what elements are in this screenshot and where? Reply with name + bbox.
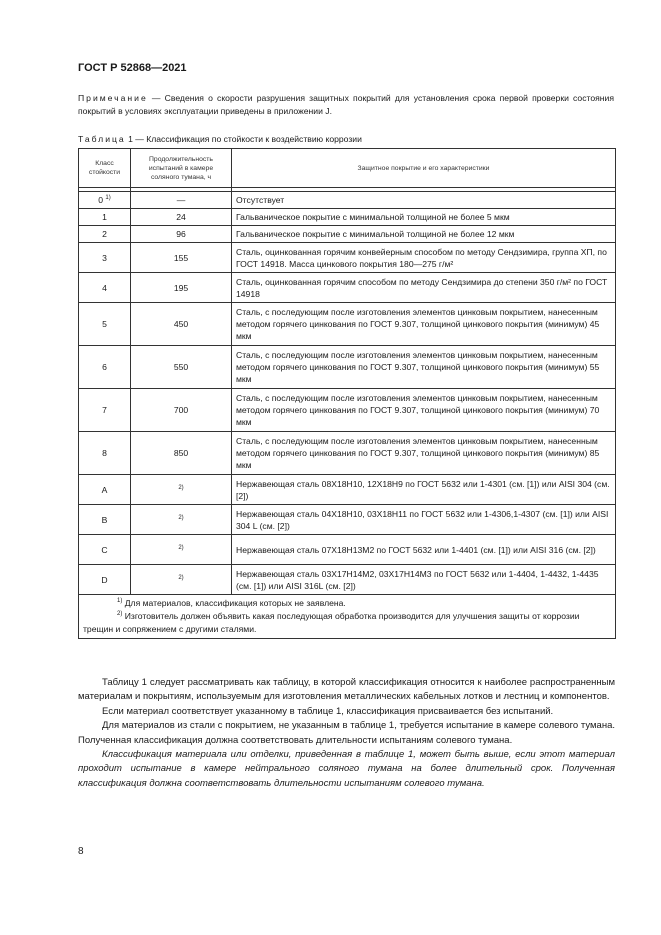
table-caption-label: Таблица bbox=[78, 134, 126, 144]
coating-cell: Сталь, с последующим после изготовления элементов цинковым покрытием, нанесенным методом горячего цинкования по ГОСТ 9.307, толщиной цинкового покрытия (минимум) 55 мкм bbox=[232, 346, 616, 389]
table-row bbox=[79, 243, 616, 273]
class-cell: A bbox=[79, 475, 131, 505]
table-row bbox=[79, 273, 616, 303]
duration-cell: 700 bbox=[131, 389, 232, 432]
header-duration: Продолжительность испытаний в камере соляного тумана, ч bbox=[131, 149, 232, 188]
class-cell: C bbox=[79, 535, 131, 565]
class-cell: D bbox=[79, 565, 131, 595]
duration-cell: 96 bbox=[131, 226, 232, 243]
class-cell: 6 bbox=[79, 346, 131, 389]
duration-cell: 2) bbox=[131, 475, 232, 505]
header-coating: Защитное покрытие и его характеристики bbox=[232, 149, 616, 188]
table-row bbox=[79, 346, 616, 389]
duration-cell: 195 bbox=[131, 273, 232, 303]
class-cell: 7 bbox=[79, 389, 131, 432]
duration-cell: 2) bbox=[131, 505, 232, 535]
table-footnotes bbox=[79, 595, 616, 639]
duration-cell: — bbox=[131, 192, 232, 209]
coating-cell: Сталь, оцинкованная горячим конвейерным способом по методу Сендзимира, группа ХП, по ГОСТ 14918. Масса цинкового покрытия 180—275 г/м² bbox=[232, 243, 616, 273]
class-cell: 5 bbox=[79, 303, 131, 346]
header-class: Класс стойкости bbox=[79, 149, 131, 188]
table-caption bbox=[78, 134, 362, 144]
page-header: ГОСТ Р 52868—2021 bbox=[78, 62, 187, 74]
class-cell: 2 bbox=[79, 226, 131, 243]
coating-cell: Нержавеющая сталь 04Х18Н10, 03Х18Н11 по ГОСТ 5632 или 1-4306,1-4307 (см. [1]) или AISI 304 L (см. [2]) bbox=[232, 505, 616, 535]
table-row bbox=[79, 432, 616, 475]
table-row bbox=[79, 226, 616, 243]
coating-cell: Сталь, с последующим после изготовления элементов цинковым покрытием, нанесенным методом горячего цинкования по ГОСТ 9.307, толщиной цинкового покрытия (минимум) 70 мкм bbox=[232, 389, 616, 432]
note-label: Примечание bbox=[78, 93, 148, 103]
coating-cell: Нержавеющая сталь 08Х18Н10, 12Х18Н9 по ГОСТ 5632 или 1-4301 (см. [1]) или AISI 304 (см. [2]) bbox=[232, 475, 616, 505]
duration-cell: 2) bbox=[131, 565, 232, 595]
body-paragraph: Для материалов из стали с покрытием, не указанным в таблице 1, требуется испытание в камере солевого тумана. Полученная классификация должна соответствовать длительности испытаниям солевого тумана. bbox=[78, 720, 615, 746]
footnotes-cell bbox=[79, 595, 616, 639]
coating-cell: Сталь, оцинкованная горячим способом по методу Сендзимира до степени 350 г/м² по ГОСТ 14918 bbox=[232, 273, 616, 303]
coating-cell: Сталь, с последующим после изготовления элементов цинковым покрытием, нанесенным методом горячего цинкования по ГОСТ 9.307, толщиной цинкового покрытия (минимум) 85 мкм bbox=[232, 432, 616, 475]
table-row bbox=[79, 535, 616, 565]
coating-cell: Нержавеющая сталь 07Х18Н13М2 по ГОСТ 5632 или 1-4401 (см. [1]) или AISI 316 (см. [2]) bbox=[232, 535, 616, 565]
coating-cell: Отсутствует bbox=[232, 192, 616, 209]
duration-cell: 550 bbox=[131, 346, 232, 389]
body-paragraph: Если материал соответствует указанному в таблице 1, классификация присваивается без испытаний. bbox=[102, 705, 554, 717]
table-row bbox=[79, 475, 616, 505]
table-row bbox=[79, 565, 616, 595]
duration-cell: 155 bbox=[131, 243, 232, 273]
note bbox=[78, 92, 614, 118]
coating-cell: Сталь, с последующим после изготовления элементов цинковым покрытием, нанесенным методом горячего цинкования по ГОСТ 9.307, толщиной цинкового покрытия (минимум) 45 мкм bbox=[232, 303, 616, 346]
page-number: 8 bbox=[78, 846, 84, 857]
footnote: $^{2)}$ Изготовитель должен объявить какая последующая обработка производится для улучшения защиты от коррозии трещин и сопряжением с другими сталями. bbox=[83, 611, 580, 634]
table-row bbox=[79, 389, 616, 432]
table-body bbox=[79, 192, 616, 595]
class-cell: 8 bbox=[79, 432, 131, 475]
class-cell: B bbox=[79, 505, 131, 535]
coating-cell: Гальваническое покрытие с минимальной толщиной не более 12 мкм bbox=[232, 226, 616, 243]
body-paragraph: Таблицу 1 следует рассматривать как таблицу, в которой классификация относится к наиболее распространенным материалам и покрытиям, используемым для изготовления металлических кабельных лотков и лестниц и компонентов. bbox=[78, 677, 615, 703]
duration-cell: 24 bbox=[131, 209, 232, 226]
duration-cell: 450 bbox=[131, 303, 232, 346]
class-cell: 3 bbox=[79, 243, 131, 273]
class-cell: 4 bbox=[79, 273, 131, 303]
corrosion-class-table bbox=[78, 148, 616, 639]
duration-cell: 850 bbox=[131, 432, 232, 475]
table-caption-text: 1 — Классификация по стойкости к воздействию коррозии bbox=[125, 134, 362, 144]
duration-cell: 2) bbox=[131, 535, 232, 565]
body-text bbox=[78, 676, 615, 791]
coating-cell: Гальваническое покрытие с минимальной толщиной не более 5 мкм bbox=[232, 209, 616, 226]
table-row bbox=[79, 209, 616, 226]
table-row bbox=[79, 303, 616, 346]
table-row bbox=[79, 505, 616, 535]
class-cell: 0 $^{1)}$ bbox=[79, 192, 131, 209]
table-row bbox=[79, 192, 616, 209]
note-text: — Сведения о скорости разрушения защитных покрытий для установления срока первой проверки состояния покрытий в условиях эксплуатации приведены в приложении J. bbox=[78, 93, 614, 116]
footnote: $^{1)}$ Для материалов, классификация которых не заявлена. bbox=[117, 598, 346, 608]
coating-cell: Нержавеющая сталь 03Х17Н14М2, 03Х17Н14М3 по ГОСТ 5632 или 1-4404, 1-4432, 1-4435 (см. [1]) или AISI 316L (см. [2]) bbox=[232, 565, 616, 595]
body-paragraph: Классификация материала или отделки, приведенная в таблице 1, может быть выше, если этот материал проходит испытание в камере нейтрального соляного тумана на более длительный срок. Полученная классификация должна соответствовать длительности испытаниям солевого тумана. bbox=[78, 749, 615, 789]
class-cell: 1 bbox=[79, 209, 131, 226]
